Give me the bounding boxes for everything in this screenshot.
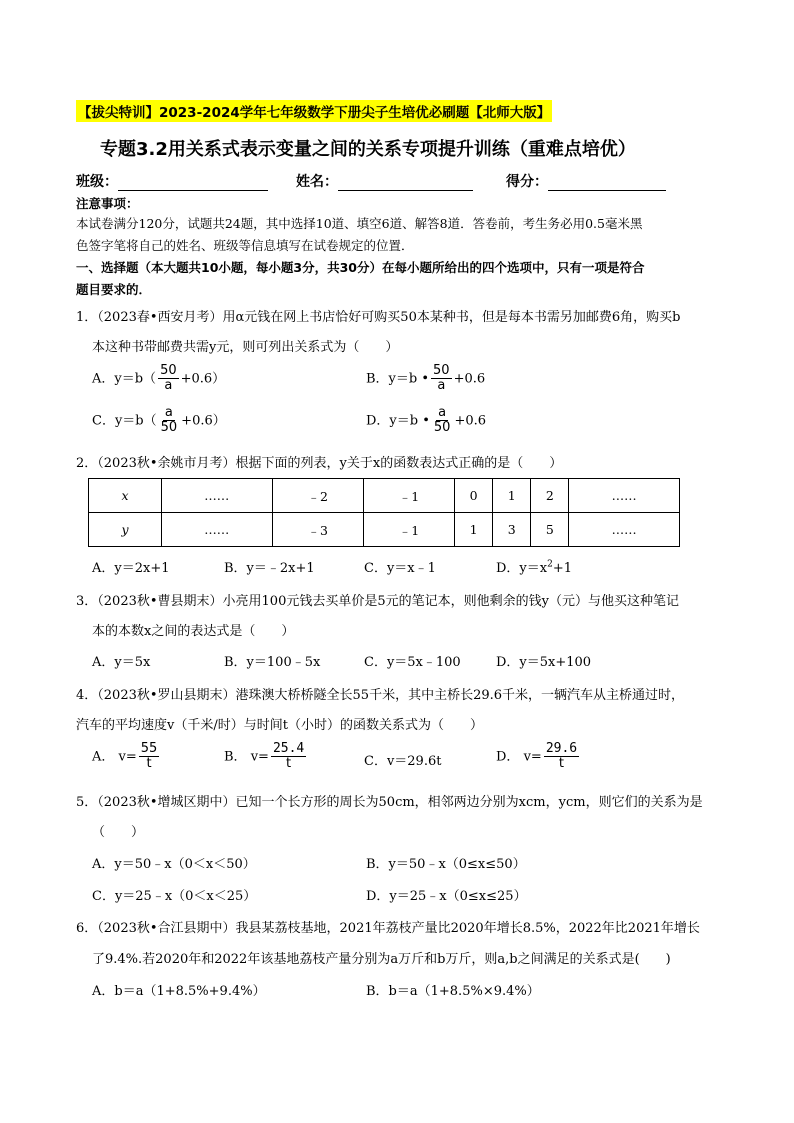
score-field[interactable] <box>506 171 666 191</box>
q1-c-label: C．y＝b（ <box>92 413 157 429</box>
q1-b-fraction <box>431 364 452 394</box>
q4-b-lhs: v= <box>250 749 269 765</box>
q1-c-den: 50 <box>160 420 178 436</box>
q5-option-c[interactable]: C．y＝25﹣x（0＜x＜25） <box>92 889 257 904</box>
page-title: 专题3.2用关系式表示变量之间的关系专项提升训练（重难点培优） <box>100 139 636 160</box>
q3-option-b[interactable]: B．y＝100﹣5x <box>224 655 321 670</box>
q4-b-num: 25.4 <box>272 741 305 756</box>
class-blank[interactable] <box>118 176 268 191</box>
q4-b-fraction <box>271 742 306 772</box>
q2-option-a[interactable]: A．y＝2x+1 <box>92 561 170 576</box>
q4-b-den: t <box>286 756 292 772</box>
q1-b-den: a <box>437 378 446 394</box>
class-label: 班级： <box>76 174 118 190</box>
q4-d-den: t <box>558 756 565 772</box>
q1-option-d[interactable] <box>366 406 486 436</box>
q1-option-b[interactable] <box>366 364 485 394</box>
q4-a-num: 55 <box>140 741 158 756</box>
table-cell: ﹣1 <box>363 479 454 513</box>
q4-a-den: t <box>146 756 152 772</box>
section-line-2: 题目要求的． <box>76 282 152 297</box>
q1-stem-2: 本这种书带邮费共需y元，则可列出关系式为（ ） <box>92 340 399 355</box>
q2-option-d[interactable] <box>496 557 572 576</box>
q1-a-num: 50 <box>160 363 177 378</box>
notice-line-2: 色签字笔将自己的姓名、班级等信息填写在试卷规定的位置． <box>76 238 414 253</box>
q2-option-c[interactable]: C．y＝x﹣1 <box>364 561 436 576</box>
table-cell: 0 <box>455 479 493 513</box>
table-cell: 2 <box>531 479 569 513</box>
score-blank[interactable] <box>548 176 666 191</box>
score-label: 得分： <box>506 174 548 190</box>
table-row-x <box>89 479 680 513</box>
q4-option-c[interactable]: C．v＝29.6t <box>364 754 442 769</box>
q1-c-fraction <box>159 406 180 436</box>
table-cell: 5 <box>531 513 569 547</box>
q4-d-num: 29.6 <box>545 741 578 756</box>
q1-d-den: 50 <box>433 420 451 436</box>
q1-d-num: a <box>438 405 447 420</box>
q6-option-b[interactable]: B．b＝a（1+8.5%×9.4%） <box>366 984 540 999</box>
q4-a-lhs: v= <box>118 749 137 765</box>
q2-d-prefix: D．y＝x <box>496 561 548 576</box>
q1-a-label: A．y＝b（ <box>92 371 157 387</box>
q4-option-d[interactable] <box>496 742 581 772</box>
q3-option-a[interactable]: A．y＝5x <box>92 655 151 670</box>
q3-option-c[interactable]: C．y＝5x﹣100 <box>364 655 461 670</box>
q5-option-b[interactable]: B．y＝50﹣x（0≤x≤50） <box>366 857 526 872</box>
q1-c-tail: +0.6） <box>181 413 226 429</box>
q1-option-c[interactable] <box>92 406 226 436</box>
class-field[interactable] <box>76 171 268 191</box>
notice-heading: 注意事项： <box>76 196 139 211</box>
q5-option-d[interactable]: D．y＝25﹣x（0≤x≤25） <box>366 889 527 904</box>
q4-d-lhs: v= <box>523 749 542 765</box>
q1-stem-1: 1．（2023春•西安月考）用α元钱在网上书店恰好可购买50本某种书，但是每本书需另加邮费6角，购买b <box>76 310 681 325</box>
table-cell: ﹣2 <box>272 479 363 513</box>
q6-stem-1: 6．（2023秋•合江县期中）我县某荔枝基地，2021年荔枝产量比2020年增长8.5%，2022年比2021年增长 <box>76 921 700 936</box>
q4-d-fraction <box>544 742 579 772</box>
q3-stem-2: 本的本数x之间的表达式是（ ） <box>92 624 295 639</box>
table-cell: …… <box>569 513 680 547</box>
q2-value-table <box>88 478 680 547</box>
table-cell: 3 <box>493 513 531 547</box>
table-cell: x <box>89 479 162 513</box>
q6-option-a[interactable]: A．b＝a（1+8.5%+9.4%） <box>92 984 266 999</box>
q4-d-label: D． <box>496 749 520 765</box>
q1-d-tail: +0.6 <box>454 413 487 429</box>
q4-option-b[interactable] <box>224 742 308 772</box>
q1-option-a[interactable] <box>92 364 225 394</box>
q5-option-a[interactable]: A．y＝50﹣x（0＜x＜50） <box>92 857 256 872</box>
q2-d-suffix: +1 <box>552 561 573 576</box>
q1-b-num: 50 <box>433 363 450 378</box>
table-cell: …… <box>162 513 273 547</box>
q1-d-fraction <box>432 406 453 436</box>
q5-stem-2: （ ） <box>92 825 145 840</box>
header-banner: 【拔尖特训】2023-2024学年七年级数学下册尖子生培优必刷题【北师大版】 <box>76 100 552 122</box>
q4-a-label: A． <box>92 749 115 765</box>
q4-b-label: B． <box>224 749 247 765</box>
q4-option-a[interactable] <box>92 742 161 772</box>
q2-option-b[interactable]: B．y＝﹣2x+1 <box>224 561 315 576</box>
table-row-y <box>89 513 680 547</box>
q1-c-num: a <box>164 405 173 420</box>
q2-stem: 2．（2023秋•余姚市月考）根据下面的列表，y关于x的函数表达式正确的是（ ） <box>76 456 563 471</box>
q6-stem-2: 了9.4%.若2020年和2022年该基地荔枝产量分别为a万斤和b万斤，则a,b之间满足的关系式是( ) <box>92 952 671 967</box>
table-cell: 1 <box>493 479 531 513</box>
table-cell: …… <box>569 479 680 513</box>
table-cell: ﹣1 <box>363 513 454 547</box>
q1-d-label: D．y＝b • <box>366 413 430 429</box>
q1-a-den: a <box>164 378 173 394</box>
table-cell: ﹣3 <box>272 513 363 547</box>
table-cell: y <box>89 513 162 547</box>
q1-a-fraction <box>158 364 179 394</box>
q2-d-exponent: 2 <box>547 559 553 570</box>
q1-b-tail: +0.6 <box>453 371 486 387</box>
section-line-1: 一、选择题（本大题共10小题，每小题3分，共30分）在每小题所给出的四个选项中，只有一项是符合 <box>76 260 645 275</box>
q4-stem-1: 4．（2023秋•罗山县期末）港珠澳大桥桥隧全长55千米，其中主桥长29.6千米，一辆汽车从主桥通过时， <box>76 688 685 703</box>
q1-b-label: B．y＝b • <box>366 371 430 387</box>
q4-a-fraction <box>139 742 160 772</box>
q3-option-d[interactable]: D．y＝5x+100 <box>496 655 592 670</box>
name-field[interactable] <box>296 171 473 191</box>
q1-a-tail: +0.6） <box>180 371 226 387</box>
q3-stem-1: 3．（2023秋•曹县期末）小亮用100元钱去买单价是5元的笔记本，则他剩余的钱y（元）与他买这种笔记 <box>76 594 679 609</box>
table-cell: …… <box>162 479 273 513</box>
q5-stem-1: 5．（2023秋•增城区期中）已知一个长方形的周长为50cm，相邻两边分别为xcm，ycm，则它们的关系为是 <box>76 795 703 810</box>
table-cell: 1 <box>455 513 493 547</box>
name-blank[interactable] <box>338 176 473 191</box>
notice-line-1: 本试卷满分120分，试题共24题，其中选择10道、填空6道、解答8道．答卷前，考生务必用0.5毫米黑 <box>76 216 643 231</box>
q4-stem-2: 汽车的平均速度v（千米/时）与时间t（小时）的函数关系式为（ ） <box>76 718 483 733</box>
name-label: 姓名： <box>296 174 338 190</box>
